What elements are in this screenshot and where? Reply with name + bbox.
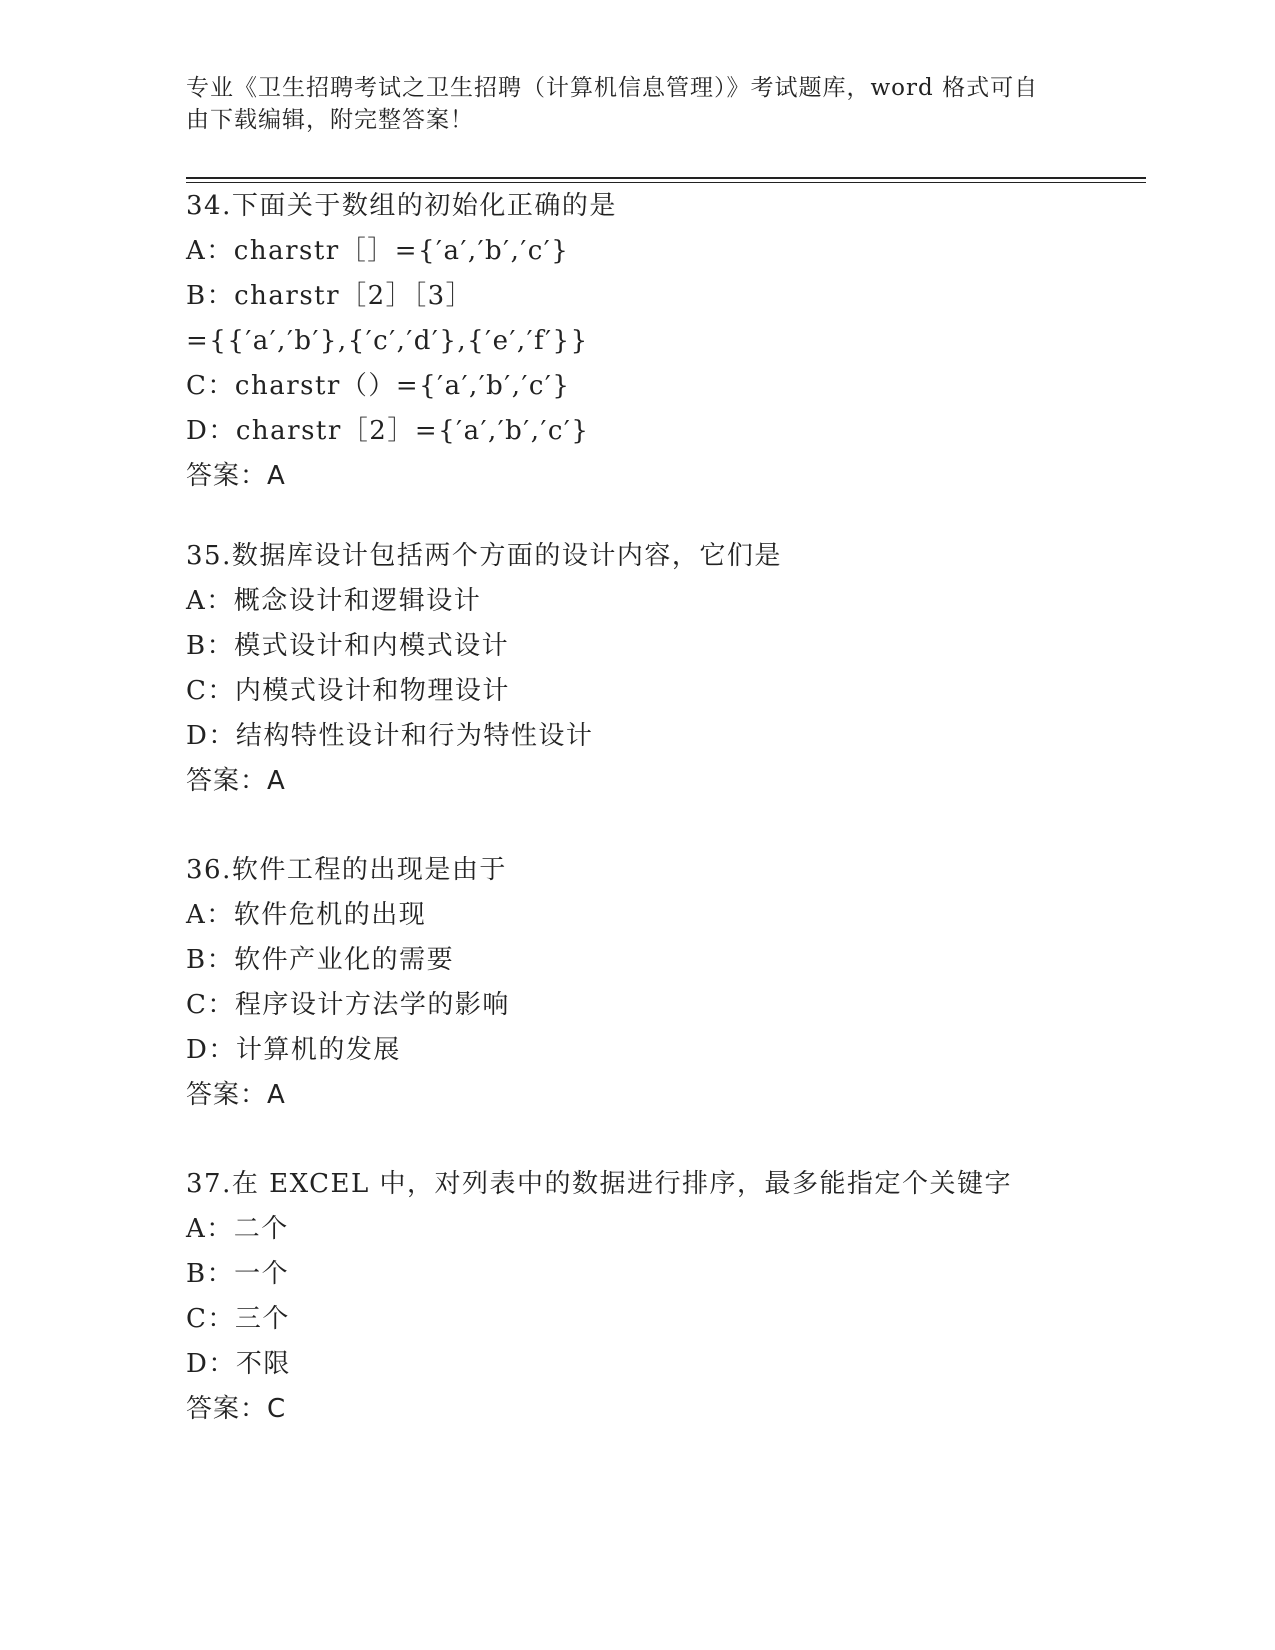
header-line-1: 专业《卫生招聘考试之卫生招聘（计算机信息管理）》考试题库，word 格式可自 bbox=[186, 75, 1039, 101]
question-stem: 35.数据库设计包括两个方面的设计内容，它们是 bbox=[186, 541, 782, 571]
option-d: D：不限 bbox=[186, 1349, 291, 1379]
option-d: D：charstr［2］={′a′,′b′,′c′} bbox=[186, 416, 590, 446]
option-d: D：结构特性设计和行为特性设计 bbox=[186, 721, 594, 751]
option-a: A：概念设计和逻辑设计 bbox=[186, 586, 482, 616]
question-36 bbox=[186, 848, 1186, 1118]
document-header bbox=[186, 72, 1086, 136]
question-37 bbox=[186, 1162, 1186, 1432]
option-a: A：软件危机的出现 bbox=[186, 900, 427, 930]
option-a: A：二个 bbox=[186, 1214, 289, 1244]
option-b: B：charstr［2］［3］ bbox=[186, 281, 474, 311]
option-b: B：软件产业化的需要 bbox=[186, 945, 455, 975]
answer: 答案：A bbox=[186, 461, 286, 491]
option-b: B：模式设计和内模式设计 bbox=[186, 631, 510, 661]
option-c: C：charstr（）={′a′,′b′,′c′} bbox=[186, 371, 571, 401]
option-a: A：charstr［］={′a′,′b′,′c′} bbox=[186, 236, 570, 266]
option-d: D：计算机的发展 bbox=[186, 1035, 401, 1065]
header-line-2: 由下载编辑，附完整答案！ bbox=[186, 107, 474, 133]
answer: 答案：C bbox=[186, 1394, 287, 1424]
answer: 答案：A bbox=[186, 766, 286, 796]
question-34 bbox=[186, 184, 1186, 499]
option-c: C：内模式设计和物理设计 bbox=[186, 676, 510, 706]
question-stem: 37.在 EXCEL 中，对列表中的数据进行排序，最多能指定个关键字 bbox=[186, 1169, 1013, 1199]
question-stem: 36.软件工程的出现是由于 bbox=[186, 855, 507, 885]
answer: 答案：A bbox=[186, 1080, 286, 1110]
header-divider-thick bbox=[186, 177, 1146, 179]
header-divider-thin bbox=[186, 182, 1146, 183]
option-b: B：一个 bbox=[186, 1259, 290, 1289]
question-stem: 34.下面关于数组的初始化正确的是 bbox=[186, 191, 617, 221]
option-c: C：程序设计方法学的影响 bbox=[186, 990, 510, 1020]
option-c: C：三个 bbox=[186, 1304, 290, 1334]
question-35 bbox=[186, 534, 1186, 804]
option-b-continued: ={{′a′,′b′},{′c′,′d′},{′e′,′f′}} bbox=[186, 326, 589, 356]
